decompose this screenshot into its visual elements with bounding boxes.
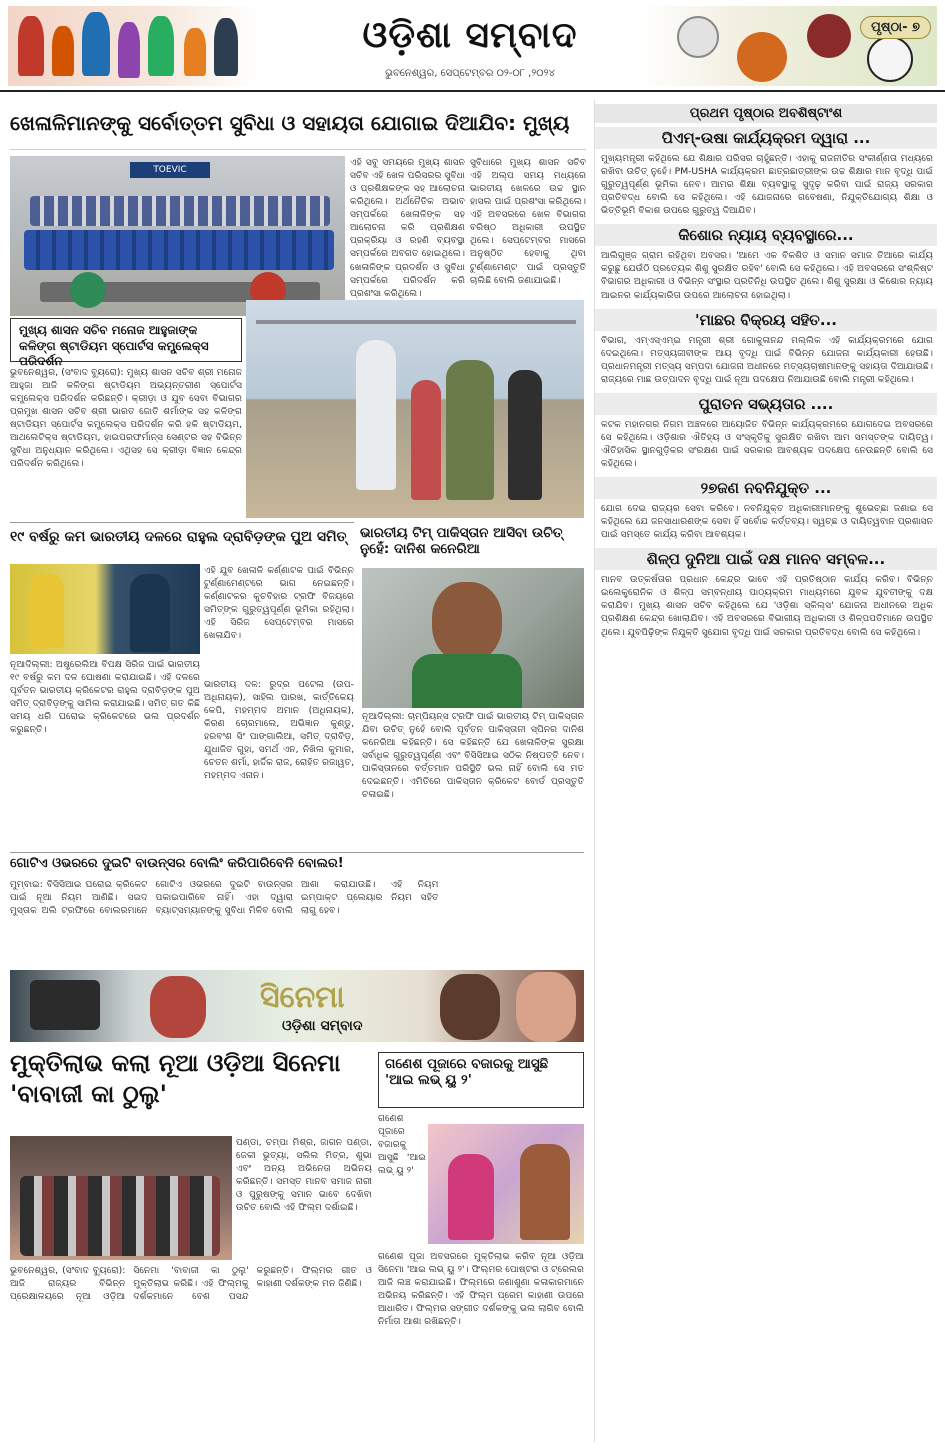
lead-col-1: ଏହି ସବୁ ସମୟରେ ମୁଖ୍ୟ ଶାସନ ସଚିବ ଏହି ଖେଳ ପରିସରର ସୁବିଧା ଓ ପ୍ରଶିକ୍ଷକଙ୍କ ସହ ଆଲୋଚନା କରିଥିଲେ। ଅର୍ଥନୈତିକ ଅଭାବ ସମ୍ପର୍କରେ ଖେଳାଳିଙ୍କ ସହ ଆଲୋଚନା କରି ପ୍ରଶିକ୍ଷଣ ପ୍ରକ୍ରିୟା ଓ ରହଣି ବ୍ୟବସ୍ଥା ସମ୍ପର୍କରେ ଅବଗତ ହୋଇଥିଲେ। ଖେଳାଳିଙ୍କ ପ୍ରଦର୍ଶନ ଓ ସୁବିଧା ସମ୍ପର୍କରେ ପରିଦର୍ଶନ କରି ପ୍ରଶଂସା କରିଥିଲେ। — [350, 157, 465, 299]
ganesh-side-text: ଗଣେଶ ପୂଜାରେ ବଜାରକୁ ଆସୁଛି 'ଆଇ ଲଭ୍ ୟୁ ୨' — [378, 1113, 426, 1177]
photo-banner: TOEVIC — [130, 162, 210, 178]
cinema-title: ସିନେମା — [260, 980, 345, 1015]
continuation-title: 'ମାଛର ବିକ୍ରୟ ସହିତ... — [595, 309, 937, 331]
ganesh-film-photo — [428, 1124, 584, 1244]
continuation-body: ମୁଖ୍ୟମନ୍ତ୍ରୀ କହିଥିଲେ ଯେ ଶିକ୍ଷାର ପରିସର ଚାହୁଁଛନ୍ତି। ଏହାକୁ ରାଜନୀତିର ସଂକୀର୍ଣ୍ଣତା ମଧ୍ୟରେ ରଖିବା ଉଚିତ୍ ନୁହେଁ। PM-USHA କାର୍ଯ୍ୟକ୍ରମ ଛାତ୍ରଛାତ୍ରୀଙ୍କ ଉଚ୍ଚ ଶିକ୍ଷାର ମାନ ବୃଦ୍ଧି ପାଇଁ ଗୁରୁତ୍ୱପୂର୍ଣ୍ଣ ଭୂମିକା ନେବ। ଆମର ଶିକ୍ଷା ବ୍ୟବସ୍ଥାକୁ ସୁଦୃଢ଼ କରିବା ପାଇଁ ରାଜ୍ୟ ସରକାର ପ୍ରତିବଦ୍ଧ ବୋଲି ସେ କହିଥିଲେ। ଏହି ଯୋଜନାରେ ଗବେଷଣା, ନିଯୁକ୍ତିଯୋଗ୍ୟ ଶିକ୍ଷା ଓ ଭିତ୍ତିଭୂମି ବିକାଶ ଉପରେ ଗୁରୁତ୍ୱ ଦିଆଯିବ। — [601, 153, 933, 217]
continuation-header: ପ୍ରଥମ ପୃଷ୍ଠାର ଅବଶିଷ୍ଟାଂଶ — [595, 104, 937, 123]
kaneria-photo — [362, 568, 584, 708]
continuation-title: କିଶୋର ନ୍ୟାୟ ବ୍ୟବସ୍ଥାରେ... — [595, 224, 937, 246]
masthead — [0, 0, 945, 92]
continuation-title: ପୁରାତନ ସଭ୍ୟତାର .... — [595, 393, 937, 415]
babaji-launch-photo — [10, 1136, 232, 1260]
continuation-body: ଯୋଗ ଦେଇ ରାଜ୍ୟର ସେବା କରିବେ। ନବନିଯୁକ୍ତ ଅଧିକାରୀମାନଙ୍କୁ ଶୁଭେଚ୍ଛା ଜଣାଇ ସେ କହିଥିଲେ ଯେ ଜନସାଧାରଣଙ୍କ ସେବା ହିଁ ସର୍ବୋଚ୍ଚ କର୍ତ୍ତବ୍ୟ। ସ୍ୱଚ୍ଛ ଓ ଦାୟିତ୍ୱବାନ ପ୍ରଶାସନ ପାଇଁ ସମସ୍ତେ କାର୍ଯ୍ୟ କରିବା ଆବଶ୍ୟକ। — [601, 503, 933, 541]
bowler-headline-box — [10, 852, 584, 876]
lead-photo-caption: ମୁଖ୍ୟ ଶାସନ ସଚିବ ମନୋଜ ଆହୁଜାଙ୍କ କଳିଙ୍ଗ ଷ୍ଟାଡିୟମ ସ୍ପୋର୍ଟସ କମ୍ପ୍ଲେକ୍ସ ପରିଦର୍ଶନ — [10, 318, 242, 362]
cinema-subtitle: ଓଡ଼ିଶା ସମ୍ବାଦ — [282, 1018, 363, 1034]
ganesh-headline: ଗଣେଶ ପୂଜାରେ ବଜାରକୁ ଆସୁଛି 'ଆଇ ଲଭ୍ ୟୁ ୨' — [385, 1056, 549, 1088]
babaji-headline-box — [10, 1048, 372, 1132]
inspection-photo — [246, 300, 584, 518]
page-number-badge: ପୃଷ୍ଠା- ୭ — [860, 16, 931, 39]
dravid-photo — [10, 564, 200, 654]
cinema-banner — [10, 970, 584, 1042]
ganesh-body: ଗଣେଶ ପୂଜା ଅବସରରେ ମୁକ୍ତିଲାଭ କରିବ ନୂଆ ଓଡ଼ିଆ ସିନେମା 'ଆଇ ଲଭ୍ ୟୁ ୨'। ଫିଲ୍ମର ପୋଷ୍ଟର ଓ ଟ୍ରେଲର ଆଜି ଲଞ୍ଚ କରାଯାଇଛି। ଫିଲ୍ମରେ ଜଣାଶୁଣା କଳାକାରମାନେ ଅଭିନୟ କରିଛନ୍ତି। ଏହି ଫିଲ୍ମ ପ୍ରେମ କାହାଣୀ ଉପରେ ଆଧାରିତ। ଫିଲ୍ମର ସଙ୍ଗୀତ ଦର୍ଶକଙ୍କୁ ଭଲ ଲାଗିବ ବୋଲି ନିର୍ମାତା ଆଶା ରଖିଛନ୍ତି। — [378, 1251, 584, 1328]
lead-col-2: ସୁବିଧାରେ ମୁଖ୍ୟ ଶାସନ ସଚିବ ଏହି ଅଲ୍ପ ସମୟ ମଧ୍ୟରେ ଭାରତୀୟ ଖେଳରେ ଉଚ୍ଚ ସ୍ଥାନ ହାସଲ ପାଇଁ ପ୍ରଶଂସା କରିଥିଲେ। ଏହି ଅବସରରେ ଖେଳ ବିଭାଗର ବରିଷ୍ଠ ଅଧିକାରୀ ଉପସ୍ଥିତ ଥିଲେ। ସେପ୍ଟେମ୍ବର ମାସରେ ଅନୁଷ୍ଠିତ ହେବାକୁ ଥିବା ଟୁର୍ଣ୍ଣାମେଣ୍ଟ ପାଇଁ ପ୍ରସ୍ତୁତି ଚାଲିଛି ବୋଲି ଜଣାଯାଇଛି। — [470, 157, 586, 286]
lead-headline-box — [10, 100, 586, 150]
dravid-squad-text: ଭାରତୀୟ ଦଳ: ରୁଦ୍ର ପଟେଲ (ଉପ-ଅଧିନାୟକ), ସାହିଲ ପାରଖ, କାର୍ତ୍ତିକେୟ କେପି, ମହମ୍ମଦ ଅମାନ (ଅଧିନାୟକ), କିରଣ ଚୋରମାଲେ, ଅଭିଜ୍ଞାନ କୁଣ୍ଡୁ, ହରବଂଶ ସିଂ ପାଙ୍ଗାଲିଆ, ସମିତ୍ ଦ୍ରାବିଡ଼, ଯୁଧାଜିତ ଗୁହା, ସମର୍ଥ ଏନ, ନିଖିଲ କୁମାର, ଚେତନ ଶର୍ମା, ହାର୍ଦ୍ଦିକ ରାଜ, ରୋହିତ ରଜାୱତ, ମହମ୍ମଦ ଏନାନ। — [204, 679, 354, 782]
lead-headline: ଖେଳାଳିମାନଙ୍କୁ ସର୍ବୋତ୍ତମ ସୁବିଧା ଓ ସହାୟତା ଯୋଗାଇ ଦିଆଯିବ: ମୁଖ୍ୟ — [10, 111, 570, 135]
dravid-lead-text: ନୂଆଦିଲ୍ଲୀ: ଅଷ୍ଟ୍ରେଲିଆ ବିପକ୍ଷ ସିରିଜ ପାଇଁ ଭାରତୀୟ ୧୯ ବର୍ଷରୁ କମ ଦଳ ଘୋଷଣା କରାଯାଇଛି। ଏହି ଦଳରେ ପୂର୍ବତନ ଭାରତୀୟ କ୍ରିକେଟର ରାହୁଲ ଦ୍ରାବିଡ଼ଙ୍କ ପୁଅ ସମିତ୍ ଦ୍ରାବିଡ଼ଙ୍କୁ ସାମିଲ କରାଯାଇଛି। ସମିତ୍ ଗତ କିଛି ସମୟ ଧରି ଘରୋଇ କ୍ରିକେଟରେ ଭଲ ପ୍ରଦର୍ଶନ କରୁଛନ୍ତି। — [10, 659, 200, 736]
babaji-body: ଭୁବନେଶ୍ୱର, (ସଂବାଦ ବ୍ୟୁରୋ): ଆଜି ରାଜ୍ୟର ବିଭିନ୍ନ ପ୍ରେକ୍ଷାଳୟରେ ନୂଆ ଓଡ଼ିଆ ସିନେମା 'ବାବାଜୀ କା ଠୁଲୁ' ମୁକ୍ତିଲାଭ କରିଛି। ଏହି ଫିଲ୍ମକୁ ଦର୍ଶକମାନେ ବେଶ ପସନ୍ଦ କରୁଛନ୍ତି। ଫିଲ୍ମର ଗୀତ ଓ କାହାଣୀ ଦର୍ଶକଙ୍କ ମନ ଜିଣିଛି। — [10, 1265, 372, 1303]
continuation-title: ୨୭ଜଣ ନବନିଯୁକ୍ତ ... — [595, 477, 937, 499]
dravid-side-text: ଏହି ଯୁବ ଖେଳାଳି କର୍ଣ୍ଣାଟକ ପାଇଁ ବିଭିନ୍ନ ଟୁର୍ଣ୍ଣାମେଣ୍ଟରେ ଭାଗ ନେଇଛନ୍ତି। କର୍ଣ୍ଣାଟକର କୁଚବିହାର ଟ୍ରଫି ବିଜୟରେ ସମିତ୍‌ଙ୍କ ଗୁରୁତ୍ୱପୂର୍ଣ୍ଣ ଭୂମିକା ରହିଥିଲା। ଏହି ସିରିଜ ସେପ୍ଟେମ୍ବର ମାସରେ ଖେଳାଯିବ। — [204, 565, 354, 642]
dravid-headline: ୧୯ ବର୍ଷରୁ କମ ଭାରତୀୟ ଦଳରେ ରାହୁଲ ଦ୍ରାବିଡ଼ଙ୍କ ପୁଅ ସମିତ୍ — [10, 529, 347, 545]
sports-silhouettes-art — [8, 6, 258, 86]
team-group-photo — [10, 156, 345, 316]
continuation-title: ଶିଳ୍ପ ଦୁନିଆ ପାଇଁ ଦକ୍ଷ ମାନବ ସମ୍ବଳ... — [595, 548, 937, 570]
babaji-side-text: ପଣ୍ଡା, ଚମ୍ପା ମିଶ୍ର, ଜାଗନ ପଣ୍ଡା, ଜେକୀ ଭୁତ୍ୟା, ସଲିଲ ମିତ୍ର, ଶୁଭା ଏବଂ ଅନ୍ୟ ଅଭିନେତା ଅଭିନୟ କରିଛନ୍ତି। ସମସ୍ତ ମାନବ ସମାଜ ନାରୀ ଓ ପୁରୁଷଙ୍କୁ ସମାନ ଭାବେ ଦେଖିବା ଉଚିତ ବୋଲି ଏହି ଫିଲ୍ମ ଦର୍ଶାଇଛି। — [236, 1137, 372, 1214]
continuation-body: ମାନବ ଉତ୍କର୍ଷତାର ପ୍ରଧାନ କେନ୍ଦ୍ର ଭାବେ ଏହି ପ୍ରତିଷ୍ଠାନ କାର୍ଯ୍ୟ କରିବ। ବିଭିନ୍ନ ଇଲେକ୍ଟ୍ରୋନିକ ଓ ଶିଳ୍ପ ସମ୍ବନ୍ଧୀୟ ପାଠ୍ୟକ୍ରମ ମାଧ୍ୟମରେ ଯୁବକ ଯୁବତୀଙ୍କୁ ଦକ୍ଷ କରାଯିବ। ମୁଖ୍ୟ ଶାସନ ସଚିବ କହିଥିଲେ ଯେ 'ଓଡ଼ିଶା ସ୍କିଲ୍‌ସ' ଯୋଜନା ଅଧୀନରେ ଅଧିକ ପ୍ରଶିକ୍ଷଣ କେନ୍ଦ୍ର ଖୋଲାଯିବ। ଏହି ଅବସରରେ ବିଭାଗୀୟ ଅଧିକାରୀ ଓ ଶିଳ୍ପପତିମାନେ ଉପସ୍ଥିତ ଥିଲେ। ଯୁବପିଢ଼ିଙ୍କ ନିଯୁକ୍ତି ସୁଯୋଗ ବୃଦ୍ଧି ପାଇଁ ସରକାର ପ୍ରତିବଦ୍ଧ ବୋଲି ସେ କହିଥିଲେ। — [601, 574, 933, 638]
continuation-body: ବିଭାଗ, ଏମ୍‌ଏସ୍‌ଏମ୍‌ଇ ମନ୍ତ୍ରୀ ଶ୍ରୀ ଗୋକୁଳାନନ୍ଦ ମଲ୍ଲିକ ଏହି କାର୍ଯ୍ୟକ୍ରମରେ ଯୋଗ ଦେଇଥିଲେ। ମତ୍ସ୍ୟଜୀବୀଙ୍କ ଆୟ ବୃଦ୍ଧି ପାଇଁ ବିଭିନ୍ନ ଯୋଜନା କାର୍ଯ୍ୟକାରୀ ହେଉଛି। ପ୍ରଧାନମନ୍ତ୍ରୀ ମତ୍ସ୍ୟ ସମ୍ପଦା ଯୋଜନା ଅଧୀନରେ ମତ୍ସ୍ୟଚାଷୀମାନଙ୍କୁ ସହାୟତା ଦିଆଯାଉଛି। ରାଜ୍ୟରେ ମାଛ ଉତ୍ପାଦନ ବୃଦ୍ଧି ପାଇଁ ନୂଆ ପଦକ୍ଷେପ ନିଆଯାଉଛି ବୋଲି ମନ୍ତ୍ରୀ କହିଥିଲେ। — [601, 334, 933, 385]
dravid-headline-box — [10, 522, 354, 562]
film-camera-icon — [30, 980, 100, 1030]
continuation-body: କଟକ ମହାନଗର ନିଗମ ଅଞ୍ଚଳରେ ଆୟୋଜିତ ବିଭିନ୍ନ କାର୍ଯ୍ୟକ୍ରମରେ ଯୋଗଦେଇ ଅବସରରେ ସେ କହିଥିଲେ। ଓଡ଼ିଶାର ଐତିହ୍ୟ ଓ ସଂସ୍କୃତିକୁ ସୁରକ୍ଷିତ ରଖିବା ଆମ ସମସ୍ତଙ୍କ ଦାୟିତ୍ୱ। ଐତିହାସିକ ସ୍ଥାନଗୁଡ଼ିକର ସଂରକ୍ଷଣ ପାଇଁ ସରକାର ଆବଶ୍ୟକ ପଦକ୍ଷେପ ନେଉଛନ୍ତି ବୋଲି ସେ କହିଥିଲେ। — [601, 418, 933, 469]
bowler-body: ମୁମ୍ବାଇ: ବିସିସିଆଇ ଘରୋଇ କ୍ରିକେଟ ପାଇଁ ନୂଆ ନିୟମ ଆଣିଛି। ସଇଦ ମୁସ୍ତାକ ଅଲି ଟ୍ରଫିରେ ବୋଲରମାନେ ଗୋଟିଏ ଓଭରରେ ଦୁଇଟି ବାଉନ୍ସର ପକାଇପାରିବେ ନାହିଁ। ଏହା ଦ୍ୱାରା ବ୍ୟାଟ୍ସମ୍ୟାନଙ୍କୁ ସୁବିଧା ମିଳିବ ବୋଲି ଆଶା କରାଯାଉଛି। ଏହି ନିୟମ ଇମ୍ପାକ୍ଟ ପ୍ଲେୟାର ନିୟମ ସହିତ ଲାଗୁ ହେବ। — [10, 879, 439, 917]
continuation-title: ପିଏମ୍-ଉଷା କାର୍ଯ୍ୟକ୍ରମ ଦ୍ୱାରା ... — [595, 127, 937, 149]
ganesh-headline-box — [378, 1052, 584, 1108]
newspaper-title: ଓଡ଼ିଶା ସମ୍ବାଦ — [362, 14, 578, 56]
lead-body: ଭୁବନେଶ୍ୱର, (ସଂବାଦ ବ୍ୟୁରୋ): ମୁଖ୍ୟ ଶାସନ ସଚିବ ଶ୍ରୀ ମନୋଜ ଆହୁଜା ଆଜି କଳିଙ୍ଗ ଷ୍ଟାଡିୟମ ଅଭ୍ୟନ୍ତରୀଣ ସ୍ପୋର୍ଟସ କମ୍ପ୍ଲେକ୍ସ ପରିଦର୍ଶନ କରିଛନ୍ତି। କ୍ରୀଡ଼ା ଓ ଯୁବ ସେବା ବିଭାଗର ପ୍ରମୁଖ ଶାସନ ସଚିବ ଶ୍ରୀ ଭାରତ ଜୋତି ଶର୍ମାଙ୍କ ସହ କଳିଙ୍ଗ ଷ୍ଟାଡିୟମ ସ୍ପୋର୍ଟସ କମ୍ପ୍ଲେକ୍ସ ପରିଦର୍ଶନ କରି ହକି ଷ୍ଟାଡିୟମ, ଆଥଲେଟିକ୍ସ ଷ୍ଟାଡିୟମ, ହାଇପରଫର୍ମାନ୍ସ ସେଣ୍ଟର ସହ ବିଭିନ୍ନ ସୁବିଧା ଅନୁଧ୍ୟାନ କରିଥିଲେ। ଏଥିସହ ସେ କ୍ରୀଡ଼ା ବିଜ୍ଞାନ କେନ୍ଦ୍ର ପରିଦର୍ଶନ କରିଥିଲେ। — [10, 367, 242, 470]
continuation-body: ଆଲିଗୁଞ୍ଜ ଗ୍ରାମ ରହିଥିବା ଅବସର। 'ଆମେ ଏକ ବିକଶିତ ଓ ସମାନ ସମାଜ ତିଆରେ କାର୍ଯ୍ୟ କରୁଛୁ ଯେଉଁଠି ପ୍ରତ୍ୟେକ ଶିଶୁ ସୁରକ୍ଷିତ ରହିବ' ବୋଲି ସେ କହିଥିଲେ। ଏହି ଅବସରରେ ସଂଶ୍ଳିଷ୍ଟ ବିଭାଗର ଅଧିକାରୀ ଓ ବିଭିନ୍ନ ସଂସ୍ଥାର ପ୍ରତିନିଧି ଉପସ୍ଥିତ ଥିଲେ। ଶିଶୁ ସୁରକ୍ଷା ଓ କିଶୋର ନ୍ୟାୟ ଆଇନର କାର୍ଯ୍ୟକାରିତା ଉପରେ ଆଲୋଚନା ହୋଇଥିଲା। — [601, 250, 933, 301]
babaji-headline: ମୁକ୍ତିଲାଭ କଲା ନୂଆ ଓଡ଼ିଆ ସିନେମା 'ବାବାଜୀ କା ଠୁଲୁ' — [10, 1049, 341, 1109]
kaneria-headline-box — [360, 526, 584, 566]
right-column-continuations — [594, 100, 937, 1442]
kaneria-body: ନୂଆଦିଲ୍ଲୀ: ଚାମ୍ପିୟନ୍ସ ଟ୍ରଫି ପାଇଁ ଭାରତୀୟ ଟିମ୍ ପାକିସ୍ତାନ ଯିବା ଉଚିତ୍ ନୁହେଁ ବୋଲି ପୂର୍ବତନ ପାକିସ୍ତାନୀ ସ୍ପିନର ଦାନିଶ କନେରିଆ କହିଛନ୍ତି। ସେ କହିଛନ୍ତି ଯେ ଖେଳାଳିଙ୍କ ସୁରକ୍ଷା ସର୍ବାଧିକ ଗୁରୁତ୍ୱପୂର୍ଣ୍ଣ ଏବଂ ବିସିସିଆଇ ସଠିକ ନିଷ୍ପତ୍ତି ନେବ। ପାକିସ୍ତାନରେ ବର୍ତ୍ତମାନ ପରିସ୍ଥିତି ଭଲ ନାହିଁ ବୋଲି ସେ ମତ ଦେଇଛନ୍ତି। ଏମିତିରେ ପାକିସ୍ତାନ କ୍ରିକେଟ ବୋର୍ଡ ପ୍ରସ୍ତୁତି ଚଳାଇଛି। — [362, 711, 584, 801]
bowler-headline: ଗୋଟିଏ ଓଭରରେ ଦୁଇଟି ବାଉନ୍ସର ବୋଲିଂ କରିପାରିବେନି ବୋଲର! — [10, 856, 344, 871]
kaneria-headline: ଭାରତୀୟ ଟିମ୍ ପାକିସ୍ତାନ ଆସିବା ଉଚିତ୍ ନୁହେଁ: ଦାନିଶ କନେରିଆ — [360, 525, 563, 557]
dateline: ଭୁବନେଶ୍ୱର, ସେପ୍ଟେମ୍ବର ୦୨-୦୮ ,୨୦୨୪ — [385, 68, 555, 79]
